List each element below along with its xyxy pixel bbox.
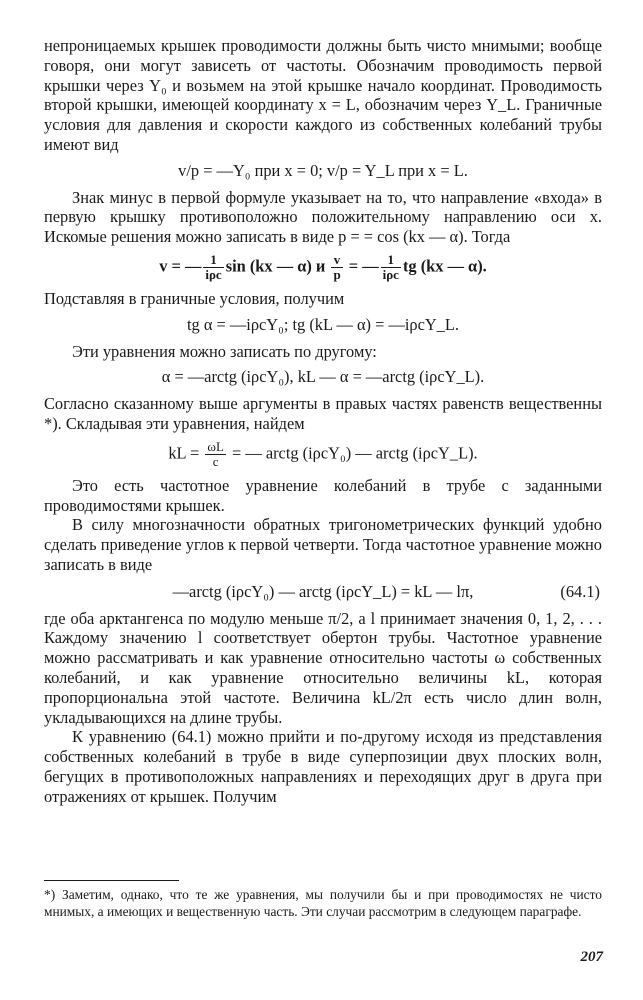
eq5-frac-numerator: ωL <box>207 438 224 454</box>
eq5-part-b: = — arctg (iρcY₀) — arctg (iρcY_L). <box>227 443 478 463</box>
footnote-divider <box>44 880 179 881</box>
eq2-part-a: v = — <box>159 256 202 276</box>
eq2-frac3-numerator: 1 <box>381 253 401 268</box>
eq5-frac-denominator: c <box>212 453 219 469</box>
paragraph-3: Подставляя в граничные условия, получим <box>44 288 345 308</box>
equation-64-1 <box>44 582 602 602</box>
eq2-fraction-1 <box>203 253 223 282</box>
paragraph-2: Знак минус в первой формуле указывает на то, что направление «входа» в первую крышку противоположно положительному направлению оси x. Искомые решения можно записать в виде p = = cos (kx — α). Тогда <box>44 187 602 247</box>
paragraph-5: Согласно сказанному выше аргументы в правых частях равенств вещественны *). Складывая эти уравнения, найдем <box>44 394 602 433</box>
eq2-frac2-denominator: p <box>333 266 341 282</box>
equation-tangent: tg α = —iρcY₀; tg (kL — α) = —iρcY_L. <box>187 314 459 334</box>
paragraph-8: где оба арктангенса по модулю меньше π/2, а l принимает значения 0, 1, 2, . . . Каждому значению l соответствует обертон трубы. Частотное уравнение можно рассматривать и как уравнение относительно частоты ω собственных колебаний, и как уравнение относительно величины kL, которая пропорциональна этой частоте. Величина kL/2π есть число длин волн, укладывающихся на длине трубы. <box>44 608 602 727</box>
page-number: 207 <box>580 949 603 965</box>
eq2-frac2-numerator: v <box>331 253 342 268</box>
paragraph-4: Эти уравнения можно записать по другому: <box>72 341 377 361</box>
eq2-fraction-3 <box>381 253 401 282</box>
equation-boundary-conditions: v/p = —Y₀ при x = 0; v/p = Y_L при x = L. <box>178 160 468 180</box>
eq2-fraction-2 <box>331 253 342 282</box>
eq2-part-d: tg (kx — α). <box>402 256 487 276</box>
eq5-part-a: kL = <box>168 443 204 463</box>
equation-number: (64.1) <box>560 581 600 601</box>
paragraph-1: непроницаемых крышек проводимости должны быть чисто мнимыми; вообще говоря, они могут зависеть от частоты. Обозначим проводимость первой крышки через Y₀ и возьмем на этой крышке начало координат. Проводимость второй крышки, имеющей координату x = L, обозначим через Y_L. Граничные условия для давления и скорости каждого из собственных колебаний трубы имеют вид <box>44 36 602 154</box>
paragraph-7: В силу многозначности обратных тригонометрических функций удобно сделать приведение углов к первой четверти. Тогда частотное уравнение можно записать в виде <box>44 515 602 574</box>
paragraph-9: К уравнению (64.1) можно прийти и по-другому исходя из представления собственных колебаний в трубе в виде суперпозиции двух плоских волн, бегущих в противоположных направлениях и переходящих друг в друга при отражениях от крышек. Получим <box>44 727 602 806</box>
equation-velocity <box>44 253 602 282</box>
equation-arctangent: α = —arctg (iρcY₀), kL — α = —arctg (iρcY_L). <box>161 367 485 387</box>
footnote: *) Заметим, однако, что те же уравнения, мы получили бы и при проводимостях не чисто мнимых, а имеющих и вещественную часть. Эти случаи рассмотрим в следующем параграфе. <box>44 887 602 919</box>
eq5-fraction <box>205 440 226 469</box>
paragraph-6: Это есть частотное уравнение колебаний в трубе с заданными проводимостями крышек. <box>44 475 602 515</box>
eq2-part-b: sin (kx — α) и <box>225 256 330 276</box>
eq2-frac1-denominator: iρc <box>205 266 222 282</box>
eq6-body: —arctg (iρcY₀) — arctg (iρcY_L) = kL — lπ, <box>172 581 474 601</box>
eq2-part-c: = — <box>344 256 379 276</box>
main-text <box>44 36 602 807</box>
eq2-frac3-denominator: iρc <box>382 266 399 282</box>
eq2-frac1-numerator: 1 <box>203 253 223 268</box>
equation-sum <box>44 440 602 469</box>
